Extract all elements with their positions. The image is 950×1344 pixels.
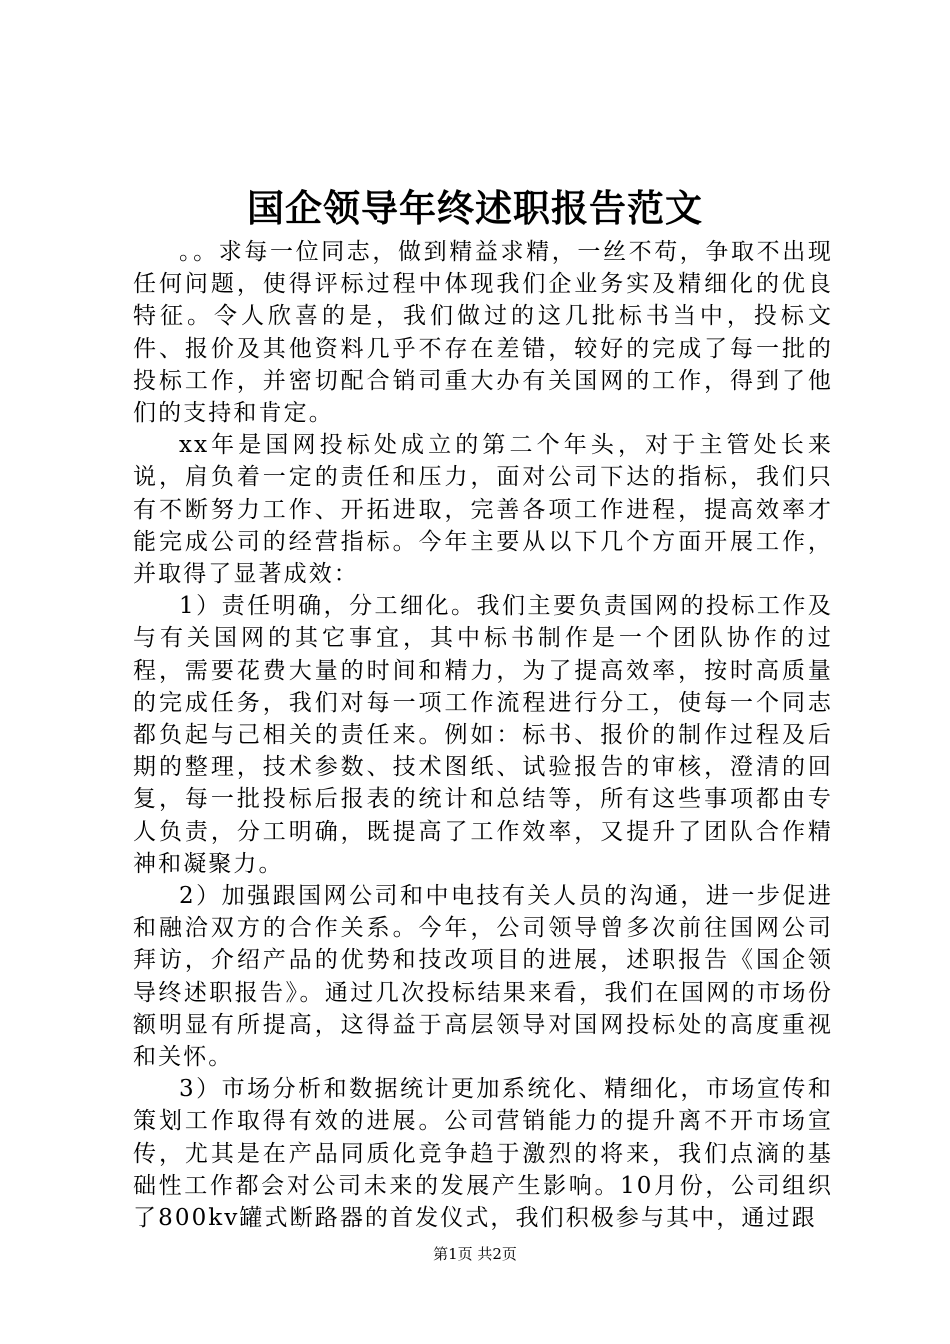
page-number-footer: 第1页 共2页 — [433, 1245, 517, 1263]
paragraph: 2）加强跟国网公司和中电技有关人员的沟通，进一步促进和融洽双方的合作关系。今年，公司领导曾多次前往国网公司拜访，介绍产品的优势和技改项目的进展，述职报告《国企领导终述职报告》。通过几次投标结果来看，我们在国网的市场份额明显有所提高，这得益于高层领导对国网投标处的高度重视和关怀。 — [133, 883, 833, 1071]
document-body — [133, 236, 833, 1234]
paragraph: xx年是国网投标处成立的第二个年头，对于主管处长来说，肩负着一定的责任和压力，面对公司下达的指标，我们只有不断努力工作、开拓进取，完善各项工作进程，提高效率才能完成公司的经营指标。今年主要从以下几个方面开展工作，并取得了显著成效： — [133, 432, 833, 588]
document-title: 国企领导年终述职报告范文 — [247, 186, 703, 230]
paragraph: 1）责任明确，分工细化。我们主要负责国网的投标工作及与有关国网的其它事宜，其中标书制作是一个团队协作的过程，需要花费大量的时间和精力，为了提高效率，按时高质量的完成任务，我们对每一项工作流程进行分工，使每一个同志都负起与己相关的责任来。例如：标书、报价的制作过程及后期的整理，技术参数、技术图纸、试验报告的审核，澄清的回复，每一批投标后报表的统计和总结等，所有这些事项都由专人负责，分工明确，既提高了工作效率，又提升了团队合作精神和凝聚力。 — [133, 593, 833, 877]
paragraph: 。。求每一位同志，做到精益求精，一丝不苟，争取不出现任何问题，使得评标过程中体现我们企业务实及精细化的优良特征。令人欣喜的是，我们做过的这几批标书当中，投标文件、报价及其他资料几乎不存在差错，较好的完成了每一批的投标工作，并密切配合销司重大办有关国网的工作，得到了他们的支持和肯定。 — [133, 239, 833, 427]
paragraph: 3）市场分析和数据统计更加系统化、精细化，市场宣传和策划工作取得有效的进展。公司营销能力的提升离不开市场宣传，尤其是在产品同质化竞争趋于激烈的将来，我们点滴的基础性工作都会对公司未来的发展产生影响。10月份，公司组织了800kv罐式断路器的首发仪式，我们积极参与其中，通过跟 — [133, 1076, 833, 1232]
